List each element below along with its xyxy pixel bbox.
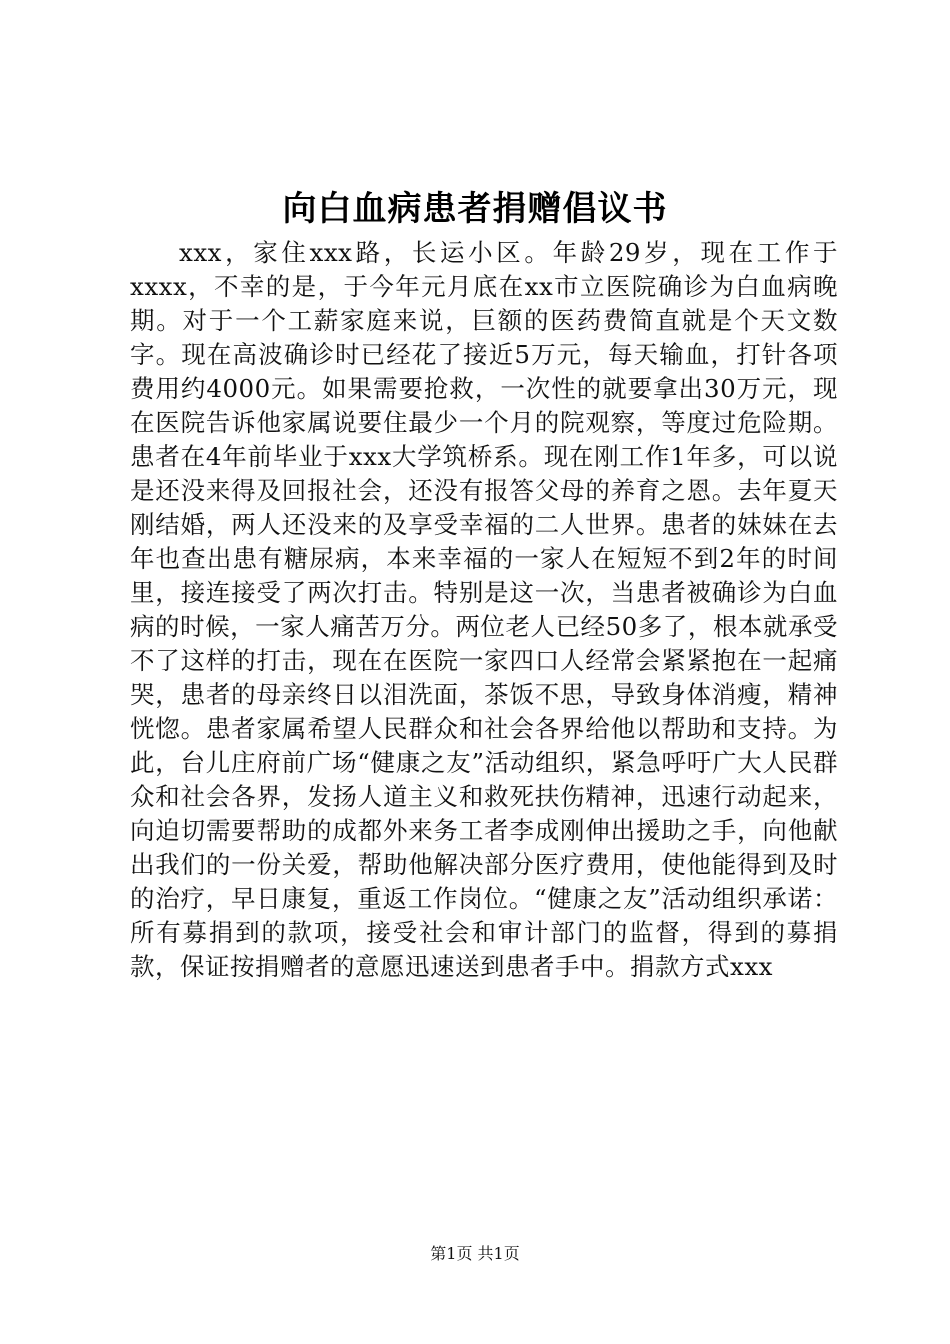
document-body-paragraph: xxx，家住xxx路，长运小区。年龄29岁，现在工作于xxxx，不幸的是，于今年元月底在xx市立医院确诊为白血病晚期。对于一个工薪家庭来说，巨额的医药费简直就是个天文数字。现在高波确诊时已经花了接近5万元，每天输血，打针各项费用约4000元。如果需要抢救，一次性的就要拿出30万元，现在医院告诉他家属说要住最少一个月的院观察，等度过危险期。患者在4年前毕业于xxx大学筑桥系。现在刚工作1年多，可以说是还没来得及回报社会，还没有报答父母的养育之恩。去年夏天刚结婚，两人还没来的及享受幸福的二人世界。患者的妹妹在去年也查出患有糖尿病，本来幸福的一家人在短短不到2年的时间里，接连接受了两次打击。特别是这一次，当患者被确诊为白血病的时候，一家人痛苦万分。两位老人已经50多了，根本就承受不了这样的打击，现在在医院一家四口人经常会紧紧抱在一起痛哭，患者的母亲终日以泪洗面，茶饭不思，导致身体消瘦，精神恍惚。患者家属希望人民群众和社会各界给他以帮助和支持。为此，台儿庄府前广场“健康之友”活动组织，紧急呼吁广大人民群众和社会各界，发扬人道主义和救死扶伤精神，迅速行动起来，向迫切需要帮助的成都外来务工者李成刚伸出援助之手，向他献出我们的一份关爱，帮助他解决部分医疗费用，使他能得到及时的治疗，早日康复，重返工作岗位。“健康之友”活动组织承诺：所有募捐到的款项，接受社会和审计部门的监督，得到的募捐款，保证按捐赠者的意愿迅速送到患者手中。捐款方式xxx xyxy=(130,238,838,981)
document-title: 向白血病患者捐赠倡议书 xyxy=(282,189,668,229)
page-number-footer: 第1页 共1页 xyxy=(430,1244,520,1263)
